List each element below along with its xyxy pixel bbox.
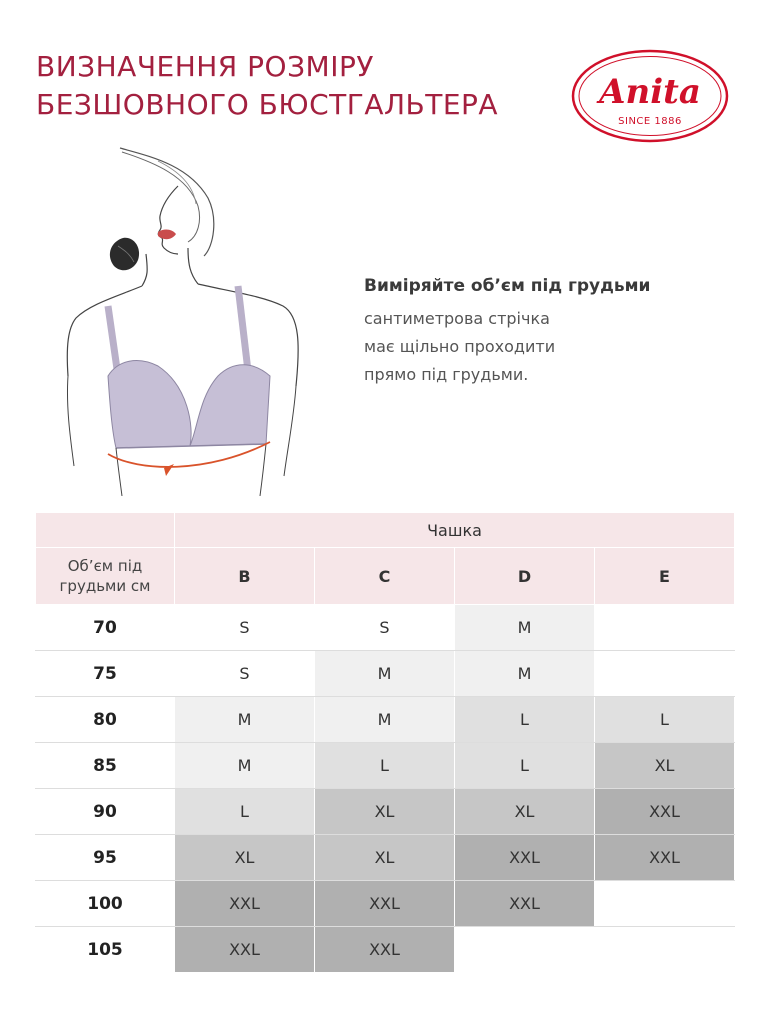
size-cell: L xyxy=(175,789,315,835)
band-cell: 75 xyxy=(36,651,175,697)
size-table xyxy=(35,512,735,973)
table-row xyxy=(36,651,735,697)
size-cell xyxy=(595,605,735,651)
page-title xyxy=(36,48,498,124)
size-cell: XL xyxy=(595,743,735,789)
size-cell: L xyxy=(455,697,595,743)
size-cell: XXL xyxy=(175,881,315,927)
woman-bra-illustration xyxy=(38,146,318,496)
corner-cell xyxy=(36,513,175,548)
size-cell xyxy=(595,927,735,973)
table-row xyxy=(36,835,735,881)
size-cell: S xyxy=(315,605,455,651)
cup-label: D xyxy=(517,566,532,586)
band-header-line-2: грудьми см xyxy=(59,577,151,595)
size-cell: M xyxy=(175,743,315,789)
cup-column-header xyxy=(595,548,735,605)
table-row xyxy=(36,789,735,835)
band-cell: 105 xyxy=(36,927,175,973)
size-cell: M xyxy=(455,651,595,697)
cup-column-header xyxy=(315,548,455,605)
logo-tagline: SINCE 1886 xyxy=(618,116,682,127)
table-row xyxy=(36,881,735,927)
title-line-2: БЕЗШОВНОГО БЮСТГАЛЬТЕРА xyxy=(36,88,499,121)
band-cell: 80 xyxy=(36,697,175,743)
size-cell: XL xyxy=(455,789,595,835)
size-cell: XL xyxy=(315,789,455,835)
table-row xyxy=(36,743,735,789)
size-cell: M xyxy=(455,605,595,651)
band-header xyxy=(36,548,175,605)
band-cell: 90 xyxy=(36,789,175,835)
size-cell: XXL xyxy=(595,789,735,835)
logo-brand: Anita xyxy=(599,72,701,112)
size-cell: S xyxy=(175,605,315,651)
instruction-line: прямо під грудьми. xyxy=(364,365,529,384)
cup-label: C xyxy=(378,566,391,586)
band-cell: 70 xyxy=(36,605,175,651)
title-line-1: ВИЗНАЧЕННЯ РОЗМІРУ xyxy=(36,50,374,83)
size-cell: XXL xyxy=(455,881,595,927)
instruction-line: сантиметрова стрічка xyxy=(364,309,550,328)
band-cell: 100 xyxy=(36,881,175,927)
size-cell: XL xyxy=(175,835,315,881)
cup-column-header xyxy=(455,548,595,605)
size-cell: XL xyxy=(315,835,455,881)
size-cell: M xyxy=(315,651,455,697)
table-row xyxy=(36,927,735,973)
size-cell xyxy=(595,651,735,697)
band-cell: 95 xyxy=(36,835,175,881)
anita-logo xyxy=(570,48,730,144)
size-cell: XXL xyxy=(315,927,455,973)
instruction-line: має щільно проходити xyxy=(364,337,556,356)
table-row xyxy=(36,605,735,651)
size-cell: M xyxy=(175,697,315,743)
table-row xyxy=(36,697,735,743)
measurement-instructions xyxy=(364,274,744,389)
instruction-lead: Виміряйте об’єм під грудьми xyxy=(364,276,651,296)
size-cell: L xyxy=(595,697,735,743)
size-cell xyxy=(455,927,595,973)
cup-label: B xyxy=(238,566,251,586)
band-header-line-1: Об’єм під xyxy=(67,557,143,575)
size-cell: XXL xyxy=(315,881,455,927)
cup-label: E xyxy=(659,566,670,586)
size-cell: XXL xyxy=(175,927,315,973)
size-cell: XXL xyxy=(595,835,735,881)
size-cell: M xyxy=(315,697,455,743)
size-cell: L xyxy=(455,743,595,789)
size-cell: XXL xyxy=(455,835,595,881)
cup-header: Чашка xyxy=(175,513,735,548)
size-cell: L xyxy=(315,743,455,789)
size-cell: S xyxy=(175,651,315,697)
cup-column-header xyxy=(175,548,315,605)
size-cell xyxy=(595,881,735,927)
band-cell: 85 xyxy=(36,743,175,789)
